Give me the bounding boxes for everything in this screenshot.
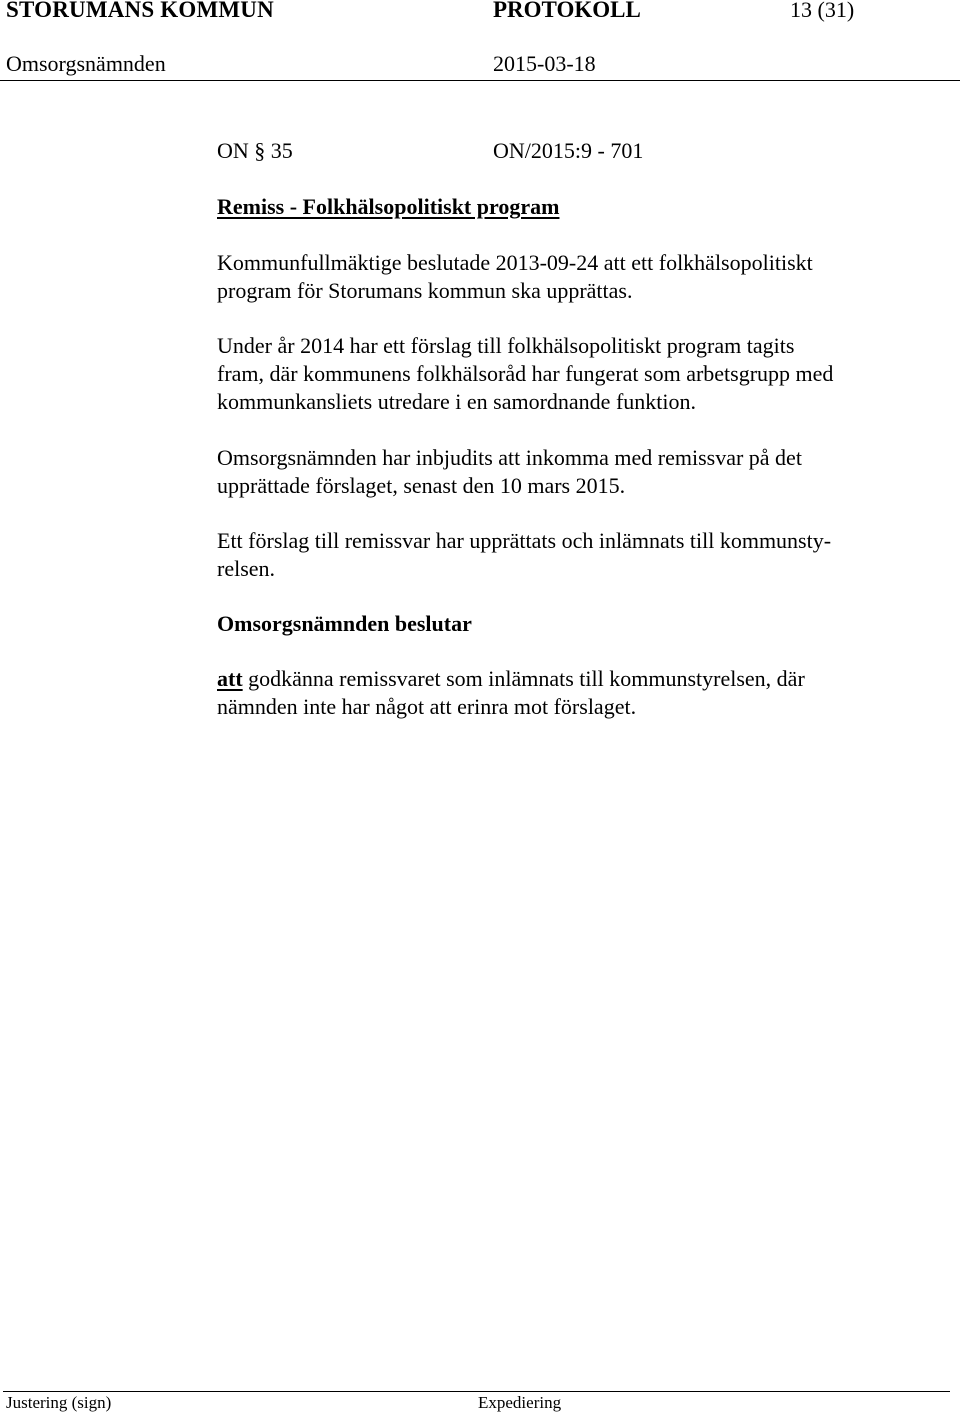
meeting-date: 2015-03-18 (493, 51, 596, 76)
page-number: 13 (31) (790, 0, 855, 22)
dispatch-label: Expediering (478, 1393, 562, 1412)
item-title: Remiss - Folkhälsopolitiskt program (217, 194, 560, 219)
decision-heading: Omsorgsnämnden beslutar (217, 611, 472, 636)
paragraph-4-line-1: Ett förslag till remissvar har upprättats och inlämnats till kommunsty- (217, 528, 832, 553)
decision-line-1-text: godkänna remissvaret som inlämnats till kommunstyrelsen, där (242, 666, 805, 691)
organization-name: STORUMANS KOMMUN (6, 0, 274, 22)
paragraph-1-line-1: Kommunfullmäktige beslutade 2013-09-24 att ett folkhälsopolitiskt (217, 250, 813, 275)
paragraph-4-line-2: relsen. (217, 556, 276, 581)
paragraph-1-line-2: program för Storumans kommun ska upprättas. (217, 278, 633, 303)
paragraph-3-line-2: upprättade förslaget, senast den 10 mars 2015. (217, 473, 626, 498)
paragraph-3-line-1: Omsorgsnämnden har inbjudits att inkomma med remissvar på det (217, 445, 802, 470)
decision-line-2: nämnden inte har något att erinra mot förslaget. (217, 694, 637, 719)
item-number: ON § 35 (217, 138, 293, 163)
decision-line-1 (217, 666, 805, 692)
paragraph-2-line-1: Under år 2014 har ett förslag till folkhälsopolitiskt program tagits (217, 333, 795, 358)
paragraph-2-line-2: fram, där kommunens folkhälsoråd har fungerat som arbetsgrupp med (217, 361, 834, 386)
board-name: Omsorgsnämnden (6, 51, 166, 76)
document-type: PROTOKOLL (493, 0, 641, 22)
dispatch-line (360, 1391, 950, 1392)
signature-line (3, 1391, 360, 1392)
header-divider (0, 80, 960, 81)
decision-att-keyword: att (217, 666, 243, 691)
case-number: ON/2015:9 - 701 (493, 138, 644, 163)
paragraph-2-line-3: kommunkansliets utredare i en samordnande funktion. (217, 389, 696, 414)
signature-label: Justering (sign) (6, 1393, 112, 1412)
